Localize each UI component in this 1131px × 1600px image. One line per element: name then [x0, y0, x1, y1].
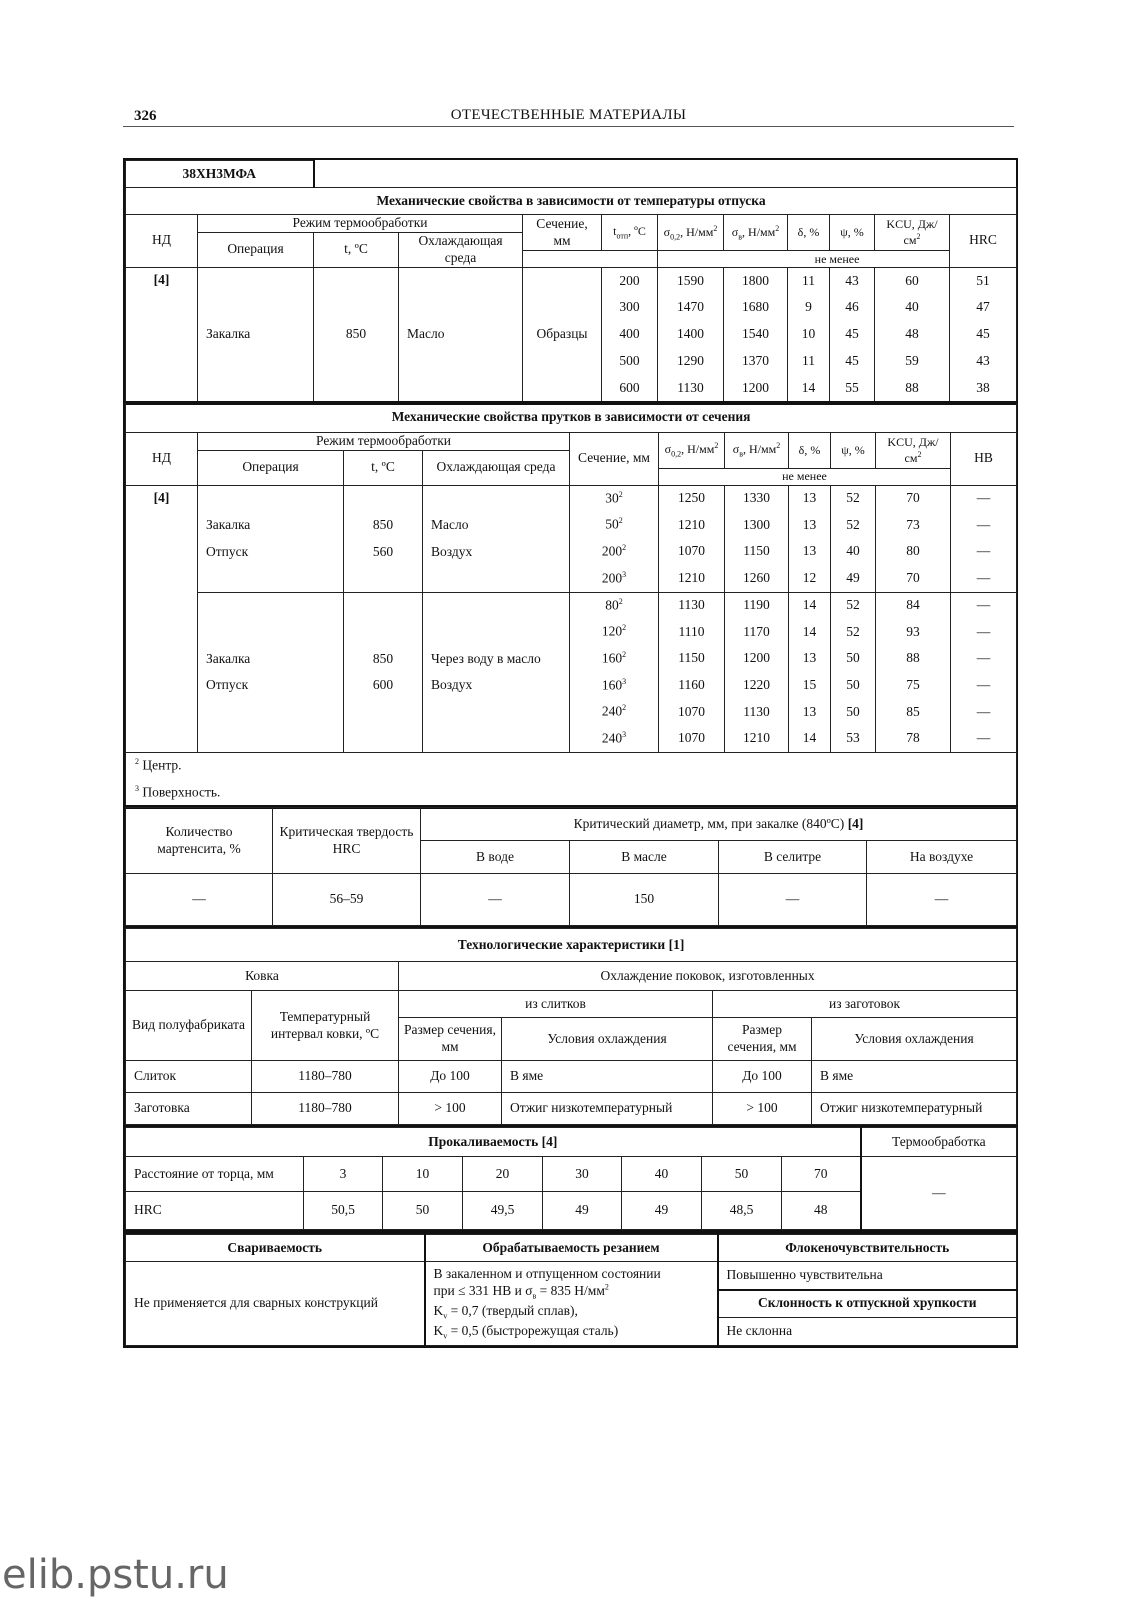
cell: 1150: [659, 645, 725, 672]
col-water: В воде: [421, 841, 570, 874]
col-delta: δ, %: [788, 215, 830, 251]
cell: 1590: [658, 267, 724, 294]
cell: 1210: [659, 565, 725, 592]
cooling-medium: Через воду в масло Воздух: [423, 592, 570, 752]
cell: 45: [950, 321, 1017, 348]
col-section: Сечение, мм: [570, 432, 659, 485]
col-sigma02: $\sigma_{0,2}$, $Н/мм^2$: [658, 215, 724, 251]
col-air: На воздухе: [867, 841, 1017, 874]
cooling-medium: Масло Воздух: [423, 485, 570, 592]
col-t: t, ºС: [344, 450, 423, 485]
cell: 1210: [725, 725, 789, 752]
cell: 59: [875, 348, 950, 375]
cell: —: [421, 874, 570, 926]
cell: 600: [602, 375, 658, 402]
cell: 52: [831, 485, 876, 512]
cell: 11: [788, 348, 830, 375]
page-number: 326: [134, 108, 157, 124]
cell: 13: [789, 699, 831, 726]
table-row: [126, 592, 1017, 619]
section: $240^2$: [570, 699, 659, 726]
cell: 14: [789, 592, 831, 619]
flake-value: Повышенно чувствительна: [718, 1262, 1017, 1290]
cell: Отжиг низкотемпературный: [812, 1093, 1017, 1125]
cell: 1470: [658, 294, 724, 321]
cell: 13: [789, 539, 831, 566]
cell: 1180–780: [252, 1061, 399, 1093]
temper-value: Не склонна: [718, 1318, 1017, 1346]
col-cooling-forgings: Охлаждение поковок, изготовленных: [399, 962, 1017, 991]
cell: 1400: [658, 321, 724, 348]
section: $160^3$: [570, 672, 659, 699]
col-sigmav: $\sigma_в$, $Н/мм^2$: [724, 215, 788, 251]
grade-label: 38ХН3МФА: [126, 161, 314, 188]
nd-ref: [4]: [126, 267, 198, 402]
temperature: 850 560: [344, 485, 423, 592]
cell: —: [951, 619, 1017, 646]
footnote-3: $^3$ Поверхность.: [126, 779, 1017, 806]
cell: —: [126, 874, 273, 926]
col-operation: Операция: [198, 450, 344, 485]
cell: 55: [830, 375, 875, 402]
cell: —: [951, 725, 1017, 752]
hrc-label: HRC: [126, 1192, 304, 1230]
cell: 51: [950, 267, 1017, 294]
table-row: [126, 1093, 1017, 1125]
cell: > 100: [713, 1093, 812, 1125]
cell: 14: [789, 619, 831, 646]
cell: 88: [876, 645, 951, 672]
temperature: 850: [314, 267, 399, 402]
cell: 1200: [724, 375, 788, 402]
operation: Закалка: [198, 267, 314, 402]
col-saltpeter: В селитре: [719, 841, 867, 874]
cell: 1210: [659, 512, 725, 539]
cell: 1160: [659, 672, 725, 699]
cell: 40: [831, 539, 876, 566]
col-psi: ψ, %: [831, 432, 876, 468]
col-temper-brittleness: Склонность к отпускной хрупкости: [718, 1290, 1017, 1318]
col-forging: Ковка: [126, 962, 399, 991]
cell: 70: [876, 485, 951, 512]
heat-treatment-value: —: [861, 1157, 1017, 1230]
cell: Отжиг низкотемпературный: [502, 1093, 713, 1125]
col-size-ingots: Размер сечения, мм: [399, 1018, 502, 1061]
cell: В яме: [812, 1061, 1017, 1093]
cell: 88: [875, 375, 950, 402]
min-label: не менее: [658, 251, 1017, 267]
section: $240^3$: [570, 725, 659, 752]
table-hardenability: [123, 1125, 1018, 1232]
col-hrc: HRC: [950, 215, 1017, 268]
table-technology: [123, 926, 1018, 1127]
cell: 1540: [724, 321, 788, 348]
cell: До 100: [713, 1061, 812, 1093]
col-section: Сечение, мм: [523, 215, 602, 251]
col-sigma02: $\sigma_{0,2}$, $Н/мм^2$: [659, 432, 725, 468]
cell: —: [951, 565, 1017, 592]
cell: 1070: [659, 725, 725, 752]
section: $30^2$: [570, 485, 659, 512]
col-from-billets: из заготовок: [713, 991, 1017, 1018]
technology-rows: [126, 1061, 1017, 1125]
cell: 400: [602, 321, 658, 348]
distance-value: 10: [383, 1157, 463, 1192]
nd-ref: [4]: [126, 485, 198, 752]
cell: 1290: [658, 348, 724, 375]
cell: 1190: [725, 592, 789, 619]
cell: 1150: [725, 539, 789, 566]
cooling-medium: Масло: [399, 267, 523, 402]
col-operation: Операция: [198, 233, 314, 268]
cell: 85: [876, 699, 951, 726]
col-hb: НВ: [951, 432, 1017, 485]
weldability-value: Не применяется для сварных конструкций: [126, 1262, 425, 1346]
cell: 93: [876, 619, 951, 646]
col-kcu: KCU, $Дж/см^2$: [875, 215, 950, 251]
footer-watermark: elib.pstu.ru: [2, 1552, 229, 1598]
distance-label: Расстояние от торца, мм: [126, 1157, 304, 1192]
section: $120^2$: [570, 619, 659, 646]
cell: 1250: [659, 485, 725, 512]
col-semiproduct: Вид полуфабриката: [126, 991, 252, 1061]
hrc-value: 50: [383, 1192, 463, 1230]
col-oil: В масле: [570, 841, 719, 874]
cell: 78: [876, 725, 951, 752]
cell: 1130: [725, 699, 789, 726]
cell: 1110: [659, 619, 725, 646]
operation: Закалка Отпуск: [198, 592, 344, 752]
section-title: Механические свойства в зависимости от температуры отпуска: [126, 188, 1017, 215]
cell: 60: [875, 267, 950, 294]
tempering-rows: [126, 267, 1017, 402]
cell: 10: [788, 321, 830, 348]
cell: 11: [788, 267, 830, 294]
cell: 48: [875, 321, 950, 348]
cell: 1300: [725, 512, 789, 539]
col-weldability: Свариваемость: [126, 1235, 425, 1262]
cell: > 100: [399, 1093, 502, 1125]
col-sigmav: $\sigma_в$, $Н/мм^2$: [725, 432, 789, 468]
distance-row: [126, 1157, 1017, 1192]
operation: Закалка Отпуск: [198, 485, 344, 592]
cell: 52: [831, 592, 876, 619]
section: Образцы: [523, 267, 602, 402]
cell: 1180–780: [252, 1093, 399, 1125]
section-title: Механические свойства прутков в зависимости от сечения: [126, 402, 1017, 432]
cell: 1370: [724, 348, 788, 375]
cell: 75: [876, 672, 951, 699]
running-title: ОТЕЧЕСТВЕННЫЕ МАТЕРИАЛЫ: [450, 107, 687, 123]
cell: —: [951, 485, 1017, 512]
table-bars: [123, 401, 1018, 809]
cell: 45: [830, 321, 875, 348]
cell: 1680: [724, 294, 788, 321]
section: $200^2$: [570, 539, 659, 566]
cell: 150: [570, 874, 719, 926]
cell: 84: [876, 592, 951, 619]
col-cooling: Охлаждающая среда: [423, 450, 570, 485]
cell: —: [951, 672, 1017, 699]
cell: 12: [789, 565, 831, 592]
col-delta: δ, %: [789, 432, 831, 468]
cell: 40: [875, 294, 950, 321]
hrc-value: 49: [543, 1192, 622, 1230]
section-title: Прокаливаемость [4]: [126, 1128, 861, 1157]
cell: 53: [831, 725, 876, 752]
distance-value: 20: [463, 1157, 543, 1192]
col-machinability: Обрабатываемость резанием: [425, 1235, 718, 1262]
col-nd: НД: [126, 432, 198, 485]
cell: 1330: [725, 485, 789, 512]
section: $200^3$: [570, 565, 659, 592]
cell: 1070: [659, 699, 725, 726]
distance-value: 30: [543, 1157, 622, 1192]
cell: 56–59: [273, 874, 421, 926]
cell: 1130: [659, 592, 725, 619]
cell: 1260: [725, 565, 789, 592]
page-header: [123, 104, 1014, 127]
col-size-billets: Размер сечения, мм: [713, 1018, 812, 1061]
cell: 14: [788, 375, 830, 402]
cell: 70: [876, 565, 951, 592]
cell: 52: [831, 619, 876, 646]
cell: 46: [830, 294, 875, 321]
cell: —: [867, 874, 1017, 926]
cell: —: [951, 539, 1017, 566]
table-properties: [123, 1232, 1018, 1348]
cell: —: [951, 699, 1017, 726]
table-row: [126, 1061, 1017, 1093]
cell: 1800: [724, 267, 788, 294]
cell: 49: [831, 565, 876, 592]
hrc-value: 50,5: [304, 1192, 383, 1230]
hrc-value: 48: [782, 1192, 861, 1230]
col-critical-hrc: Критическая твердость HRC: [273, 808, 421, 874]
cell: 73: [876, 512, 951, 539]
cell: 52: [831, 512, 876, 539]
cell: 1200: [725, 645, 789, 672]
table-row: [126, 267, 1017, 294]
hrc-value: 49,5: [463, 1192, 543, 1230]
cell: 80: [876, 539, 951, 566]
col-cooling: Охлаждающая среда: [399, 233, 523, 268]
cell: Слиток: [126, 1061, 252, 1093]
cell: 50: [831, 645, 876, 672]
cell: 45: [830, 348, 875, 375]
min-label: не менее: [659, 468, 951, 485]
cell: 9: [788, 294, 830, 321]
col-cond-billets: Условия охлаждения: [812, 1018, 1017, 1061]
cell: —: [951, 592, 1017, 619]
distance-value: 40: [622, 1157, 702, 1192]
distance-value: 3: [304, 1157, 383, 1192]
col-flake: Флокеночувствительность: [718, 1235, 1017, 1262]
section: $160^2$: [570, 645, 659, 672]
machinability-value: В закаленном и отпущенном состоянии при ≤ 331 НВ и $\sigma_в = 835$ $Н/мм^2$ $K_v = 0,7$ (твердый сплав), $K_v = 0,5$ (быстрорежущая сталь): [425, 1262, 718, 1346]
col-nd: НД: [126, 215, 198, 268]
cell: 1170: [725, 619, 789, 646]
distance-value: 70: [782, 1157, 861, 1192]
distance-value: 50: [702, 1157, 782, 1192]
cell: До 100: [399, 1061, 502, 1093]
cell: 13: [789, 512, 831, 539]
section-title: Технологические характеристики [1]: [126, 929, 1017, 962]
bar-rows: [126, 485, 1017, 752]
cell: 38: [950, 375, 1017, 402]
section: $80^2$: [570, 592, 659, 619]
hrc-value: 49: [622, 1192, 702, 1230]
cell: 47: [950, 294, 1017, 321]
cell: 1220: [725, 672, 789, 699]
col-from-ingots: из слитков: [399, 991, 713, 1018]
cell: 300: [602, 294, 658, 321]
col-t: t, ºС: [314, 233, 399, 268]
cell: 14: [789, 725, 831, 752]
cell: 13: [789, 485, 831, 512]
col-martensite: Количество мартенсита, %: [126, 808, 273, 874]
col-critical-diameter: Критический диаметр, мм, при закалке (840ºС) [4]: [421, 808, 1017, 841]
critical-values-row: [126, 874, 1017, 926]
col-mode: Режим термообработки: [198, 432, 570, 450]
cell: 15: [789, 672, 831, 699]
cell: 200: [602, 267, 658, 294]
col-mode: Режим термообработки: [198, 215, 523, 233]
col-kcu: KCU, $Дж/см^2$: [876, 432, 951, 468]
cell: 500: [602, 348, 658, 375]
cell: 43: [950, 348, 1017, 375]
cell: —: [719, 874, 867, 926]
cell: 43: [830, 267, 875, 294]
cell: 13: [789, 645, 831, 672]
col-forging-range: Температурный интервал ковки, ºС: [252, 991, 399, 1061]
footnote-2: $^2$ Центр.: [126, 752, 1017, 779]
section: $50^2$: [570, 512, 659, 539]
table-row: [126, 485, 1017, 512]
temperature: 850 600: [344, 592, 423, 752]
col-psi: ψ, %: [830, 215, 875, 251]
cell: —: [951, 645, 1017, 672]
cell: Заготовка: [126, 1093, 252, 1125]
cell: 1070: [659, 539, 725, 566]
cell: 1130: [658, 375, 724, 402]
table-critical-diameter: [123, 805, 1018, 928]
cell: 50: [831, 672, 876, 699]
cell: —: [951, 512, 1017, 539]
col-t-temper: $t_{отп}$, ºС: [602, 215, 658, 251]
cell: 50: [831, 699, 876, 726]
hrc-value: 48,5: [702, 1192, 782, 1230]
col-cond-ingots: Условия охлаждения: [502, 1018, 713, 1061]
cell: В яме: [502, 1061, 713, 1093]
table-tempering: [123, 158, 1018, 405]
col-heat-treatment: Термообработка: [861, 1128, 1017, 1157]
